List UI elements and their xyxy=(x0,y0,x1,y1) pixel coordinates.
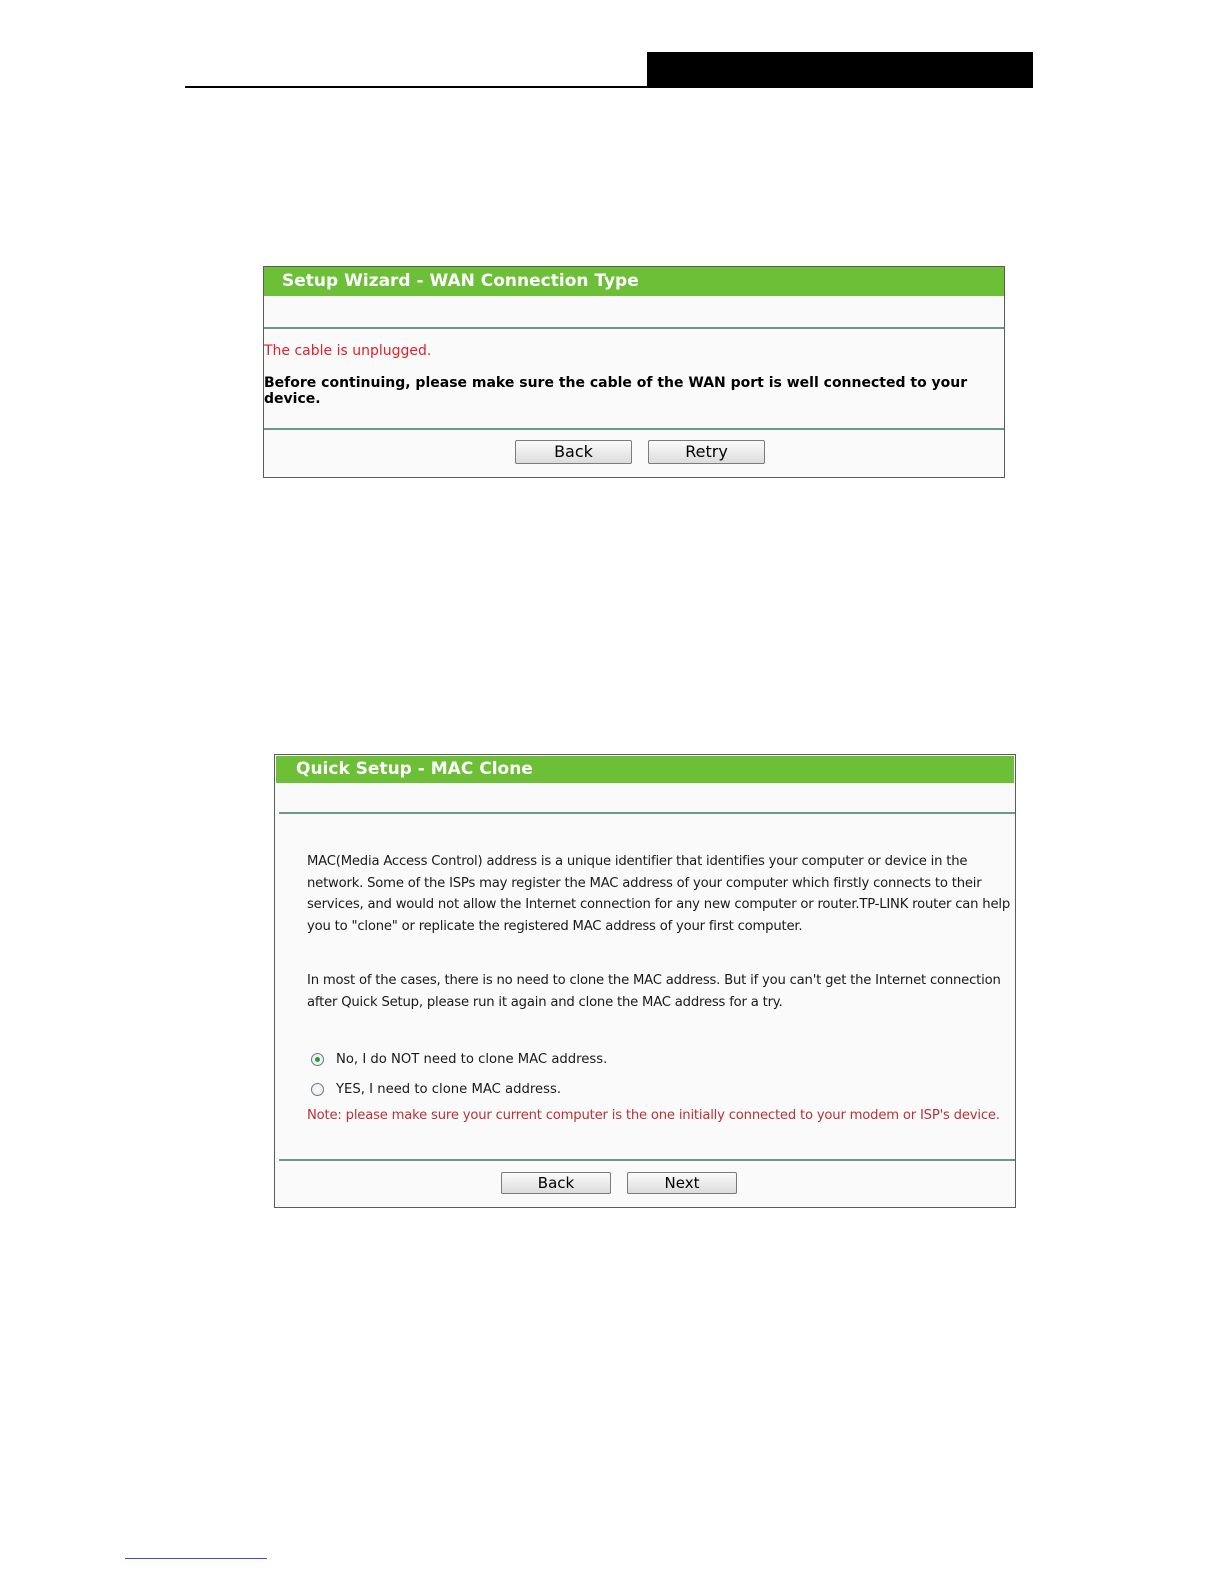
clone-advice-paragraph: In most of the cases, there is no need to clone the MAC address. But if you can't get the Internet connection after Quick Setup, please run it again and clone the MAC address for a try. xyxy=(307,973,1001,1010)
option-clone-label: YES, I need to clone MAC address. xyxy=(336,1081,562,1097)
footer-link-underline xyxy=(125,1558,267,1559)
radio-no-clone[interactable] xyxy=(311,1053,324,1066)
cable-error-text: The cable is unplugged. xyxy=(264,343,432,359)
separator-line xyxy=(279,812,1015,814)
option-no-clone-label: No, I do NOT need to clone MAC address. xyxy=(336,1051,608,1067)
header-black-block xyxy=(647,52,1033,88)
panel-title: Setup Wizard - WAN Connection Type xyxy=(264,267,1004,296)
back-button[interactable]: Back xyxy=(515,440,632,464)
retry-button[interactable]: Retry xyxy=(648,440,765,464)
radio-clone[interactable] xyxy=(311,1083,324,1096)
separator-line xyxy=(279,1159,1015,1161)
panel-title: Quick Setup - MAC Clone xyxy=(276,756,1014,783)
mac-clone-panel xyxy=(274,754,1016,1208)
option-no-clone[interactable] xyxy=(311,1050,607,1068)
cable-instruction-text: Before continuing, please make sure the cable of the WAN port is well connected to your device. xyxy=(264,375,968,407)
clone-note-text: Note: please make sure your current computer is the one initially connected to your modem or ISP's device. xyxy=(307,1108,1000,1123)
back-button[interactable]: Back xyxy=(501,1172,611,1194)
separator-line xyxy=(264,327,1004,329)
option-clone[interactable] xyxy=(311,1080,561,1098)
wan-connection-panel xyxy=(263,266,1005,478)
next-button[interactable]: Next xyxy=(627,1172,737,1194)
header-rule xyxy=(185,86,1033,88)
mac-description-paragraph: MAC(Media Access Control) address is a unique identifier that identifies your computer or device in the network. Some of the ISPs may register the MAC address of your computer which firstly connects to their services, and would not allow the Internet connection for any new computer or router.TP-LINK router can help you to "clone" or replicate the registered MAC address of your first computer. xyxy=(307,854,1011,934)
separator-line xyxy=(264,428,1004,430)
